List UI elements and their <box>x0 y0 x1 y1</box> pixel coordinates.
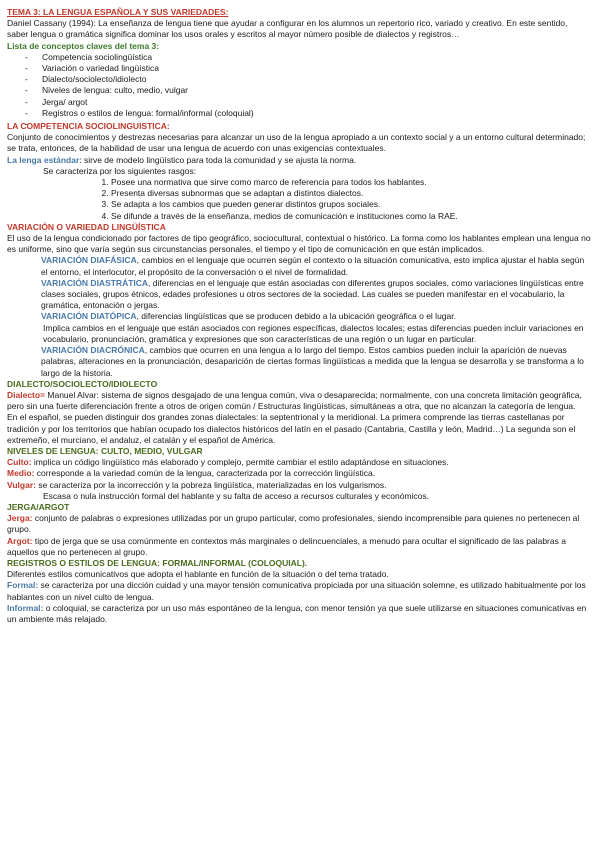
intro-paragraph: Daniel Cassany (1994): La enseñanza de lengua tiene que ayudar a configurar en los alumnos un repertorio rico, variado y creativo. En este sentido, saber lengua o gramática significa dominar los usos orales y escritos al mayor número posible de dialectos y registros… <box>7 18 568 40</box>
registros-text: Diferentes estilos comunicativos que adopta el hablante en función de la situación o del tema tratado. <box>7 569 389 580</box>
culto-paragraph <box>7 457 591 468</box>
concept-item: - Niveles de lengua: culto, medio, vulgar <box>25 85 591 96</box>
jerga-paragraph <box>7 513 591 535</box>
argot-label: Argot: <box>7 535 33 546</box>
concepts-list <box>7 52 591 119</box>
estandar-label: La lenga estándar <box>7 154 80 165</box>
diafasica-text: , cambios en el lenguaje que ocurren según el contexto o la situación comunicativa, esto implica ajustar el habla según el entorno, el interlocutor, el propósito de la conversación o el nivel de formalidad. <box>41 255 585 277</box>
diatopica-paragraph-2: Implica cambios en el lenguaje que están asociados con regiones específicas, dialectos locales; estas diferencias pueden incluir variaciones en vocabulario, pronunciación, gramática y expresiones que son características de una región o un lugar en particular. <box>43 322 584 344</box>
diacronica-text: , cambios que ocurren en una lengua a lo largo del tiempo. Estos cambios pueden incluir la aparición de nuevas palabras, alteraciones en la pronunciación, desaparición de ciertas formas lingüísticas a medida que la lengua se desarrolla y se transforma a lo largo de la historia. <box>41 345 584 378</box>
concept-item: - Dialecto/sociolecto/idiolecto <box>25 74 591 85</box>
competencia-text: Conjunto de conocimientos y destrezas necesarias para alcanzar un uso de la lengua apropiado a un contexto social y a un entorno cultural determinado; se trata, entonces, de la habilidad de usar una lengua de acuerdo con unas exigencias contextuales. <box>7 132 586 154</box>
diacronica-label: VARIACIÓN DIACRÓNICA <box>41 345 145 356</box>
medio-label: Medio: <box>7 468 35 479</box>
culto-text: implica un código lingüístico más elaborado y complejo, permite cambiar el estilo adaptándose en situaciones. <box>31 457 449 468</box>
rasgo-item: 4. Se difunde a través de la enseñanza, medios de comunicación e instituciones como la RAE. <box>111 211 591 222</box>
argot-paragraph <box>7 536 591 558</box>
dialecto-label: Dialecto= <box>7 389 46 400</box>
variacion-text: El uso de la lengua condicionado por factores de tipo geográfico, sociocultural, contextual o histórico. La forma como los hablantes emplean una lengua no es uniforme, sino que varía según sus circunstancias personales, el tiempo y el tipo de comunicación en que están implicados. <box>7 233 591 255</box>
informal-paragraph <box>7 603 591 625</box>
vulgar-paragraph-2: Escasa o nula instrucción formal del hablante y su falta de acceso a recursos culturales y económicos. <box>43 490 430 501</box>
diafasica-paragraph <box>7 255 591 277</box>
argot-text: tipo de jerga que se usa comúnmente en contextos más marginales o delincuenciales, a menudo para ocultar el significado de las palabras a aquellos que no pertenecen al grupo. <box>7 535 566 557</box>
concept-item: - Competencia sociolingüística <box>25 52 591 63</box>
culto-label: Culto: <box>7 457 32 468</box>
niveles-heading: NIVELES DE LENGUA: CULTO, MEDIO, VULGAR <box>7 445 203 456</box>
rasgo-item: 1. Posee una normativa que sirve como marco de referencia para todos los hablantes. <box>111 177 591 188</box>
variacion-heading: VARIACIÓN O VARIEDAD LINGÜÍSTICA <box>7 221 166 232</box>
dialecto-heading: DIALECTO/SOCIOLECTO/IDIOLECTO <box>7 378 158 389</box>
concepts-heading: Lista de conceptos claves del tema 3: <box>7 40 160 51</box>
jerga-heading: JERGA/ARGOT <box>7 501 70 512</box>
diafasica-label: VARIACIÓN DIAFÁSICA <box>41 255 137 266</box>
rasgos-list <box>7 177 591 222</box>
registros-heading: REGISTROS O ESTILOS DE LENGUA: FORMAL/INFORMAL (COLOQUIAL). <box>7 557 308 568</box>
diacronica-paragraph <box>7 345 591 379</box>
diatopica-paragraph <box>7 311 591 322</box>
diatopica-label: VARIACIÓN DIATÓPICA <box>41 311 137 322</box>
rasgo-item: 2. Presenta diversas subnormas que se adaptan a distintos dialectos. <box>111 188 591 199</box>
jerga-text: conjunto de palabras o expresiones utilizadas por un grupo particular, como profesionales, siendo incomprensible para quienes no pertenecen al grupo. <box>7 513 580 535</box>
concept-item: - Variación o variedad lingüística <box>25 63 591 74</box>
formal-paragraph <box>7 580 591 602</box>
page-title: TEMA 3: LA LENGUA ESPAÑOLA Y SUS VARIEDADES: <box>7 7 229 17</box>
concept-item: - Jerga/ argot <box>25 97 591 108</box>
medio-paragraph <box>7 468 591 479</box>
informal-text: o coloquial, se caracteriza por un uso más espontáneo de la lengua, con menor tensión ya que suele utilizarse en situaciones comunicativas en un ambiente más relajado. <box>7 602 587 624</box>
estandar-text: : sirve de modelo lingüístico para toda la comunidad y se ajusta la norma. <box>79 154 357 165</box>
diastratica-label: VARIACIÓN DIASTRÁTICA <box>41 277 149 288</box>
vulgar-paragraph <box>7 480 591 491</box>
informal-label: Informal: <box>7 602 44 613</box>
medio-text: corresponde a la variedad común de la lengua, caracterizada por la corrección lingüística. <box>34 468 376 479</box>
rasgos-intro: Se caracteriza por los siguientes rasgos: <box>43 165 197 176</box>
diastratica-paragraph <box>7 278 591 312</box>
dialecto-paragraph <box>7 390 591 412</box>
competencia-heading: LA COMPETENCIA SOCIOLINGUISTICA: <box>7 121 170 132</box>
formal-label: Formal: <box>7 580 39 591</box>
formal-text: se caracteriza por una dicción cuidad y una mayor tensión comunicativa propiciada por una situación solemne, es utilizado habitualmente por los hablantes con un nivel culto de lengua. <box>7 580 586 602</box>
diastratica-text: , diferencias en el lenguaje que están asociadas con diferentes grupos sociales, como variaciones lingüísticas entre clases sociales, grupos étnicos, edades profesiones u otros sectores de la sociedad. Las cuales se pueden manifestar en el vocabulario, la gramática, entonación o jergas. <box>41 277 584 311</box>
vulgar-text: se caracteriza por la incorrección y la pobreza lingüística, materializadas en los vulgarismos. <box>35 479 387 490</box>
jerga-label: Jerga: <box>7 513 33 524</box>
diatopica-text: , diferencias lingüísticas que se producen debido a la ubicación geográfica o el lugar. <box>136 311 456 322</box>
concept-item: - Registros o estilos de lengua: formal/informal (coloquial) <box>25 108 591 119</box>
vulgar-label: Vulgar: <box>7 479 36 490</box>
rasgo-item: 3. Se adapta a los cambios que pueden generar distintos grupos sociales. <box>111 199 591 210</box>
estandar-paragraph <box>7 155 591 166</box>
dialecto-text: Manuel Alvar: sistema de signos desgajado de una lengua común, viva o desaparecida; normalmente, con una concreta limitación geográfica, pero sin una fuerte diferenciación frente a otros de origen común / Estructuras lingüísticas, simultáneas a otra, que no alcanzan la categoría de lengua. <box>7 389 582 412</box>
dialecto-paragraph-2: En el español, se pueden distinguir dos grandes zonas dialectales: la septentrional y la meridional. La primera comprende las tierras castellanas por tradición y por los territorios que habían ocupado los dialectos históricos del latín en el pasado (Cantabria, Castilla y león, Madrid…) La segunda son el extremeño, el murciano, el andaluz, el catalán y el español de América. <box>7 412 576 445</box>
